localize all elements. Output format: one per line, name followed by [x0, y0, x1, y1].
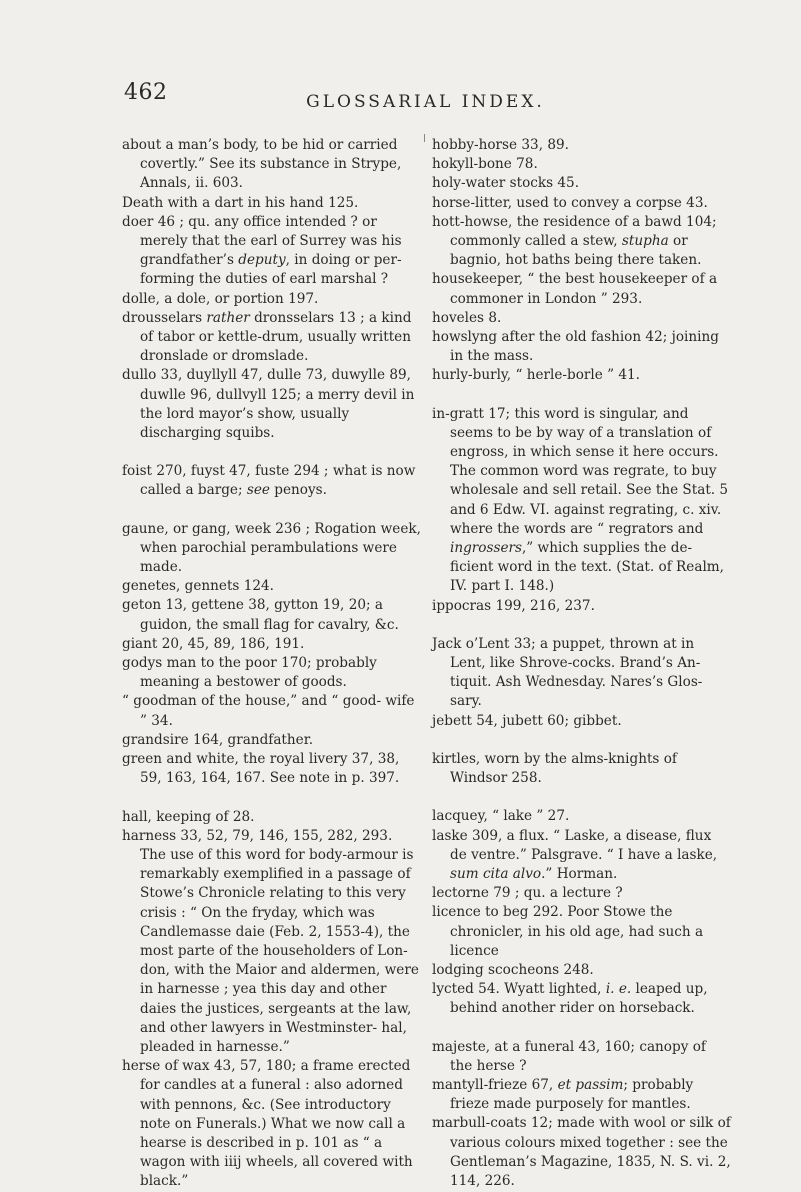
entry-text: dronsselars 13 ; a kind of tabor or kettle-drum, usually written dronslade or dromslade. — [140, 309, 412, 365]
index-entry — [122, 635, 422, 654]
column-divider — [424, 134, 425, 142]
index-entry — [122, 462, 422, 500]
entry-text: mantyll-frieze 67, — [432, 1076, 558, 1093]
entry-text: doer 46 ; qu. any office intended ? or merely that the earl of Surrey was his grandfather’s — [122, 213, 402, 269]
index-entry — [432, 155, 732, 174]
italic-text: rather — [206, 309, 250, 326]
index-entry — [432, 807, 732, 826]
index-entry — [432, 961, 732, 980]
entry-text: lycted 54. Wyatt lighted, — [432, 981, 606, 998]
entry-text: horse-litter, used to convey a corpse 43. — [432, 194, 708, 211]
entry-text: .” Horman. — [541, 865, 618, 882]
italic-text: et passim — [557, 1076, 624, 1093]
index-entry — [432, 1076, 732, 1114]
entry-text: howslyng after the old fashion 42; joining in the mass. — [432, 329, 719, 365]
index-entry — [122, 194, 422, 213]
index-entry — [122, 654, 422, 692]
index-entry — [432, 136, 732, 155]
index-entry — [432, 1038, 732, 1076]
entry-text: jebett 54, jubett 60; gibbet. — [432, 712, 622, 729]
index-entry — [432, 328, 732, 366]
index-entry — [432, 980, 732, 1018]
entry-text: kirtles, worn by the alms-knights of Windsor 258. — [432, 750, 677, 787]
entry-text: hoveles 8. — [432, 309, 502, 326]
entry-text: ippocras 199, 216, 237. — [432, 597, 595, 614]
index-entry — [122, 750, 422, 788]
index-entry — [122, 596, 422, 634]
entry-text: penoys. — [269, 482, 327, 499]
entry-text: hurly-burly, “ herle-borle ” 41. — [432, 367, 640, 384]
entry-text: foist 270, fuyst 47, fuste 294 ; what is now called a barge; — [122, 463, 416, 499]
entry-text: housekeeper, “ the best housekeeper of a commoner in London ” 293. — [432, 271, 718, 307]
index-entry — [432, 405, 732, 597]
index-entry — [122, 213, 422, 290]
index-entry — [432, 1114, 732, 1191]
index-entry — [432, 366, 732, 385]
italic-text: i. e. — [605, 981, 632, 998]
index-entry — [122, 520, 422, 578]
entry-text: lectorne 79 ; qu. a lecture ? — [432, 885, 623, 902]
index-entry — [432, 174, 732, 193]
entry-text: gaune, or gang, week 236 ; Rogation week, when parochial perambulations were made. — [122, 520, 421, 576]
entry-text: lacquey, “ lake ” 27. — [432, 808, 570, 825]
entry-text: hall, keeping of 28. — [122, 808, 255, 825]
entry-text: majeste, at a funeral 43, 160; canopy of the herse ? — [432, 1038, 706, 1074]
index-entry — [432, 213, 732, 271]
index-entry — [122, 309, 422, 367]
index-entry — [122, 827, 422, 1057]
entry-text: hokyll-bone 78. — [432, 156, 538, 173]
entry-text: holy-water stocks 45. — [432, 175, 580, 192]
entry-text: about a man’s body, to be hid or carried covertly.” See its substance in Strype, Annals, ii. 603. — [122, 137, 402, 192]
running-title: GLOSSARIAL INDEX. — [306, 92, 545, 112]
entry-text: godys man to the poor 170; probably meaning a bestower of goods. — [122, 655, 377, 691]
entry-text: harness 33, 52, 79, 146, 155, 282, 293. The use of this word for body-armour is remarkably exemplified in a passage of Stowe’s Chronicle relating to this very crisis : “ On the fryday, which was Candlemasse daie (Feb. 2, 1553-4), the most parte of the householders of Lon- don, with the Maior and aldermen, were in harnesse ; yea this day and other daies the justices, sergeants at the law, and other lawyers in Westminster- hal, pleaded in harnesse.” — [122, 827, 419, 1055]
index-entry — [432, 827, 732, 885]
index-entry — [122, 577, 422, 596]
entry-text: hobby-horse 33, 89. — [432, 137, 569, 153]
index-entry — [122, 136, 422, 194]
entry-text: ; probably frieze made purposely for mantles. — [450, 1076, 694, 1113]
index-entry — [432, 597, 732, 616]
index-entry — [432, 194, 732, 213]
italic-text: stupha — [621, 233, 669, 250]
index-entry — [122, 366, 422, 443]
entry-text: giant 20, 45, 89, 186, 191. — [122, 635, 305, 652]
index-entry — [432, 635, 732, 712]
right-column — [432, 136, 732, 1191]
index-entry — [122, 692, 422, 730]
entry-text: licence to beg 292. Poor Stowe the chronicler, in his old age, had such a licence — [432, 904, 704, 959]
index-entry — [432, 884, 732, 903]
index-entry — [432, 270, 732, 308]
entry-text: dolle, a dole, or portion 197. — [122, 290, 319, 307]
index-entry — [432, 750, 732, 788]
index-entry — [122, 808, 422, 827]
index-entry — [122, 290, 422, 309]
entry-text: dullo 33, duyllyll 47, dulle 73, duwylle 89, duwlle 96, dullvyll 125; a merry devil in the lord mayor’s show, usually discharging squibs. — [122, 367, 415, 442]
entry-text: grandsire 164, grandfather. — [122, 731, 314, 748]
entry-text: drousselars — [122, 309, 207, 326]
page-number: 462 — [124, 80, 168, 105]
entry-text: leaped up, behind another rider on horseback. — [450, 981, 708, 1017]
entry-text: Jack o’Lent 33; a puppet, thrown at in Lent, like Shrove-cocks. Brand’s An- tiquit. Ash Wednesday. Nares’s Glos- sary. — [432, 635, 703, 710]
left-column — [122, 136, 422, 1192]
entry-text: laske 309, a flux. “ Laske, a disease, flux de ventre.” Palsgrave. “ I have a laske, — [432, 827, 718, 863]
entry-text: hott-howse, the residence of a bawd 104; commonly called a stew, — [432, 213, 717, 250]
entry-text: lodging scocheons 248. — [432, 961, 594, 978]
italic-text: deputy — [238, 252, 286, 269]
entry-text: green and white, the royal livery 37, 38, 59, 163, 164, 167. See note in p. 397. — [122, 751, 400, 787]
entry-text: in-gratt 17; this word is singular, and seems to be by way of a translation of engross, in which sense it here occurs. The common word was regrate, to buy wholesale and sell retail. See the Stat. 5 and 6 Edw. VI. against regrating, c. xiv. where the words are “ regrators and — [432, 405, 729, 537]
index-entry — [122, 1057, 422, 1191]
entry-text: genetes, gennets 124. — [122, 578, 275, 595]
entry-text: ,” which supplies the de- ficient word in the text. (Stat. of Realm, IV. part I. 148.) — [450, 540, 725, 595]
index-entry — [122, 731, 422, 750]
index-entry — [432, 712, 732, 731]
entry-text: Death with a dart in his hand 125. — [122, 194, 359, 211]
entry-text: marbull-coats 12; made with wool or silk of various colours mixed together : see the Gentleman’s Magazine, 1835, N. S. vi. 2, 114, 226. — [432, 1115, 731, 1189]
index-entry — [432, 309, 732, 328]
entry-text: , in doing or per- forming the duties of earl marshal ? — [140, 252, 402, 288]
italic-text: sum cita alvo — [450, 865, 542, 882]
italic-text: see — [246, 482, 270, 499]
entry-text: or bagnio, hot baths being there taken. — [450, 233, 702, 269]
italic-text: ingrossers — [450, 540, 522, 557]
entry-text: geton 13, gettene 38, gytton 19, 20; a guidon, the small flag for cavalry, &c. — [122, 597, 399, 633]
entry-text: “ goodman of the house,” and “ good- wife ” 34. — [122, 693, 415, 729]
entry-text: herse of wax 43, 57, 180; a frame erected for candles at a funeral : also adorned with pennons, &c. (See introductory note on Funerals.) What we now call a hearse is described in p. 101 as “ a wagon with iiij wheels, all covered with black.” — [122, 1058, 413, 1190]
index-entry — [432, 903, 732, 961]
